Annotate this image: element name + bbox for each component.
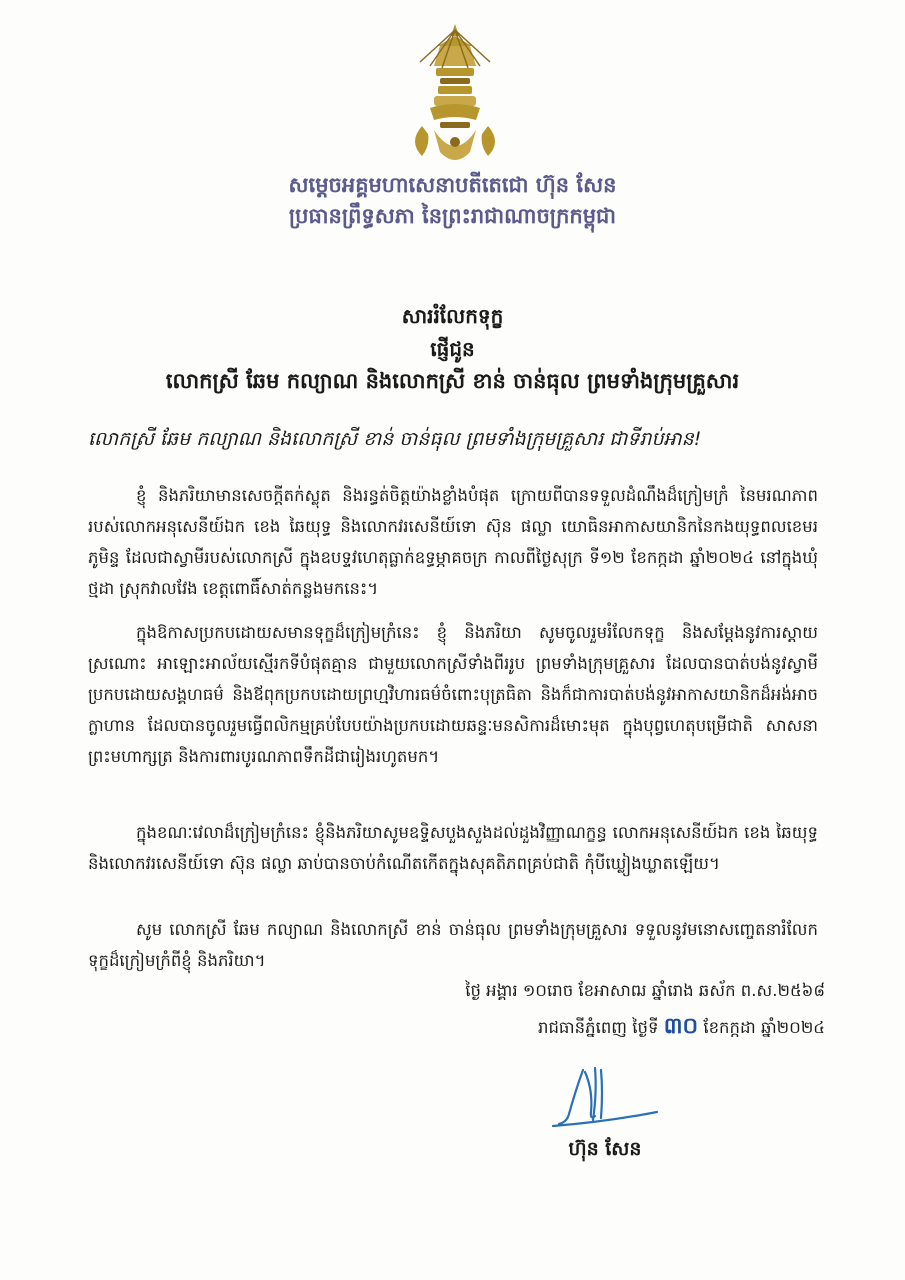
salutation: លោកស្រី ឆែម កល្យាណ និងលោកស្រី ខាន់ ចាន់ធុល ព្រមទាំងក្រុមគ្រួសារ ជាទីរាប់អាន! xyxy=(88,428,702,450)
day-number: ៣០ xyxy=(663,1014,699,1039)
body-paragraph-2: ក្នុងឱកាសប្រកបដោយសមានទុក្ខដ៏ក្រៀមក្រំនេះ ខ្ញុំ និងភរិយា សូមចូលរួមរំលែកទុក្ខ និងសម្តែងនូវការស្តាយស្រណោះ អាឡោះអាល័យស្មើរកទីបំផុតគ្មាន ជាមួយលោកស្រីទាំងពីររូប ព្រមទាំងក្រុមគ្រួសារ ដែលបានបាត់បង់នូវស្វាមីប្រកបដោយសង្គហធម៌ និងឪពុកប្រកបដោយព្រហ្មវិហារធម៌ចំពោះបុត្រធិតា និងក៏ជាការបាត់បង់នូវអាកាសយានិកដ៏អង់អាចក្លាហាន ដែលបានចូលរួមធ្វើពលិកម្មគ្រប់បែបយ៉ាងប្រកបដោយឆន្ទៈមនសិការដ៏មោះមុត ក្នុងបុព្វហេតុបម្រើជាតិ សាសនា ព្រះមហាក្សត្រ និងការពារបូរណភាពទឹកដីជារៀងរហូតមក។ xyxy=(88,623,818,766)
handwritten-signature xyxy=(545,1062,665,1132)
place-date xyxy=(538,1012,825,1044)
senate-emblem-icon xyxy=(400,22,510,172)
place-date-prefix: រាជធានីភ្នំពេញ ថ្ងៃទី xyxy=(537,1018,659,1037)
letter-recipients: លោកស្រី ឆែម កល្យាណ និងលោកស្រី ខាន់ ចាន់ធុល ព្រមទាំងក្រុមគ្រួសារ xyxy=(165,369,740,393)
letter-title: សាររំលែកទុក្ខ xyxy=(401,304,504,328)
body-paragraph-1: ខ្ញុំ និងភរិយាមានសេចក្តីតក់ស្លុត និងរន្ធត់ចិត្តយ៉ាងខ្លាំងបំផុត ក្រោយពីបានទទួលដំណឹងដ៏ក្រៀមក្រំ នៃមរណភាពរបស់លោកអនុសេនីយ៍ឯក ខេង ឆៃយុទ្ធ និងលោកវរសេនីយ៍ទោ ស៊ុន ផល្លា យោធិនអាកាសយានិកនៃកងយុទ្ធពលខេមរភូមិន្ទ ដែលជាស្វាមីរបស់លោកស្រី ក្នុងឧបទ្ទវហេតុធ្លាក់ឧទ្ធម្ភាគចក្រ កាលពីថ្ងៃសុក្រ ទី១២ ខែកក្កដា ឆ្នាំ២០២៤ នៅក្នុងឃុំថ្មដា ស្រុកវាលវែង ខេត្តពោធិ៍សាត់កន្លងមកនេះ។ xyxy=(88,486,818,598)
office-title-line2: ប្រធានព្រឹទ្ធសភា នៃព្រះរាជាណាចក្រកម្ពុជា xyxy=(288,204,617,228)
body-paragraph-4: សូម លោកស្រី ឆែម កល្យាណ និងលោកស្រី ខាន់ ចាន់ធុល ព្រមទាំងក្រុមគ្រួសារ ទទួលនូវមនោសញ្ចេតនារំលែកទុក្ខដ៏ក្រៀមក្រំពីខ្ញុំ និងភរិយា។ xyxy=(88,920,818,970)
body-paragraph-3: ក្នុងខណៈវេលាដ៏ក្រៀមក្រំនេះ ខ្ញុំនិងភរិយាសូមឧទ្ទិសបួងសួងដល់ដួងវិញ្ញាណក្ខន្ធ លោកអនុសេនីយ៍ឯក ខេង ឆៃយុទ្ធ និងលោកវរសេនីយ៍ទោ ស៊ុន ផល្លា ឆាប់បានចាប់កំណើតកើតក្នុងសុគតិភពគ្រប់ជាតិ កុំបីឃ្លៀងឃ្លាតឡើយ។ xyxy=(88,823,818,873)
letter-subtitle: ផ្ញើជូន xyxy=(430,337,475,361)
signer-name: ហ៊ុន សែន xyxy=(568,1138,642,1160)
place-date-suffix: ខែកក្កដា ឆ្នាំ២០២៤ xyxy=(703,1018,825,1037)
office-title-line1: សម្តេចអគ្គមហាសេនាបតីតេជោ ហ៊ុន សែន xyxy=(288,173,617,197)
lunar-date: ថ្ងៃ អង្គារ ១០រោច ខែអាសាឍ ឆ្នាំរោង ឆស័ក ព.ស.២៥៦៨ xyxy=(465,981,825,1000)
